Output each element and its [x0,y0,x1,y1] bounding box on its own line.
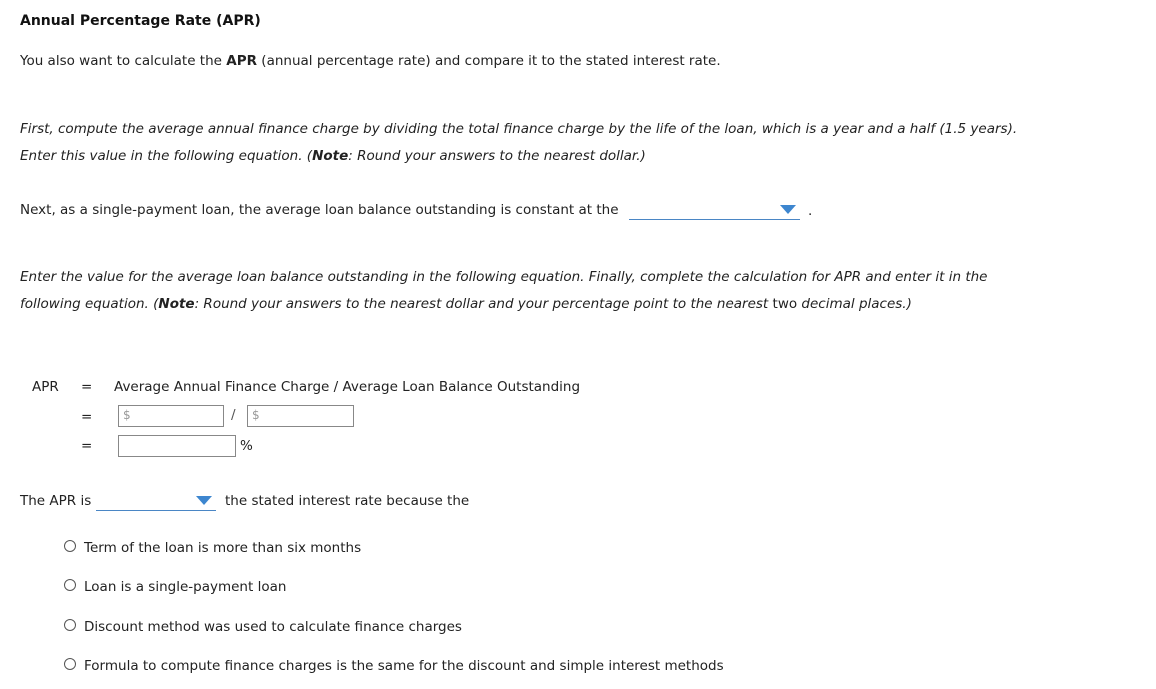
radio-option-label: Loan is a single-payment loan [84,579,287,595]
division-slash: / [231,407,236,423]
radio-option-single-payment[interactable] [64,579,286,595]
dollar-prefix: $ [123,408,131,422]
intro-bold: APR [226,53,258,69]
para3-line2-after: : Round your answers to the nearest dollar and your percentage point to the nearest [194,296,773,312]
para3-line2 [20,296,912,312]
radio-option-label: Formula to compute finance charges is the same for the discount and simple interest methods [84,658,724,674]
para1-note-label: Note [312,148,349,164]
para2-period: . [808,203,813,219]
dollar-prefix: $ [252,408,260,422]
para3-line1: Enter the value for the average loan balance outstanding in the following equation. Finally, complete the calculation for APR and enter it in the [20,269,988,285]
apr-compare-dropdown[interactable] [96,492,216,511]
apr-formula: Average Annual Finance Charge / Average Loan Balance Outstanding [114,379,581,395]
equals-sign-1: = [81,379,93,395]
intro-after: (annual percentage rate) and compare it to the stated interest rate. [257,53,721,69]
para3-note-label: Note [158,296,195,312]
para3-line2-end: decimal places.) [797,296,912,312]
para3-line2-plain: two [772,296,798,312]
radio-option-discount-method[interactable] [64,619,462,635]
equals-sign-3: = [81,438,93,454]
para2-text: Next, as a single-payment loan, the average loan balance outstanding is constant at the [20,202,619,218]
radio-button-icon[interactable] [64,658,76,670]
radio-option-label: Discount method was used to calculate finance charges [84,619,462,635]
radio-option-term[interactable] [64,540,361,556]
para1-line2 [20,148,646,164]
page-title: Annual Percentage Rate (APR) [20,13,261,29]
radio-option-same-formula[interactable] [64,658,724,674]
para3-line2-before: following equation. ( [20,296,159,312]
apr-compare-prefix: The APR is [20,493,92,509]
para1-line2-after: : Round your answers to the nearest dollar.) [348,148,646,164]
chevron-down-icon [196,496,212,505]
radio-button-icon[interactable] [64,579,76,591]
apr-compare-suffix: the stated interest rate because the [225,493,470,509]
apr-label: APR [32,379,59,395]
radio-button-icon[interactable] [64,619,76,631]
chevron-down-icon [780,205,796,214]
para1-line1: First, compute the average annual finance charge by dividing the total finance charge by the life of the loan, which is a year and a half (1.5 years). [20,121,1018,137]
para1-line2-before: Enter this value in the following equation. ( [20,148,313,164]
intro-text [20,53,721,69]
radio-option-label: Term of the loan is more than six months [84,540,362,556]
radio-button-icon[interactable] [64,540,76,552]
intro-before: You also want to calculate the [20,53,227,69]
equals-sign-2: = [81,409,93,425]
apr-percent-input[interactable] [118,435,236,457]
avg-annual-finance-charge-input[interactable] [118,405,224,427]
balance-constant-dropdown[interactable] [629,201,800,220]
avg-loan-balance-input[interactable] [247,405,354,427]
percent-suffix: % [240,438,253,454]
